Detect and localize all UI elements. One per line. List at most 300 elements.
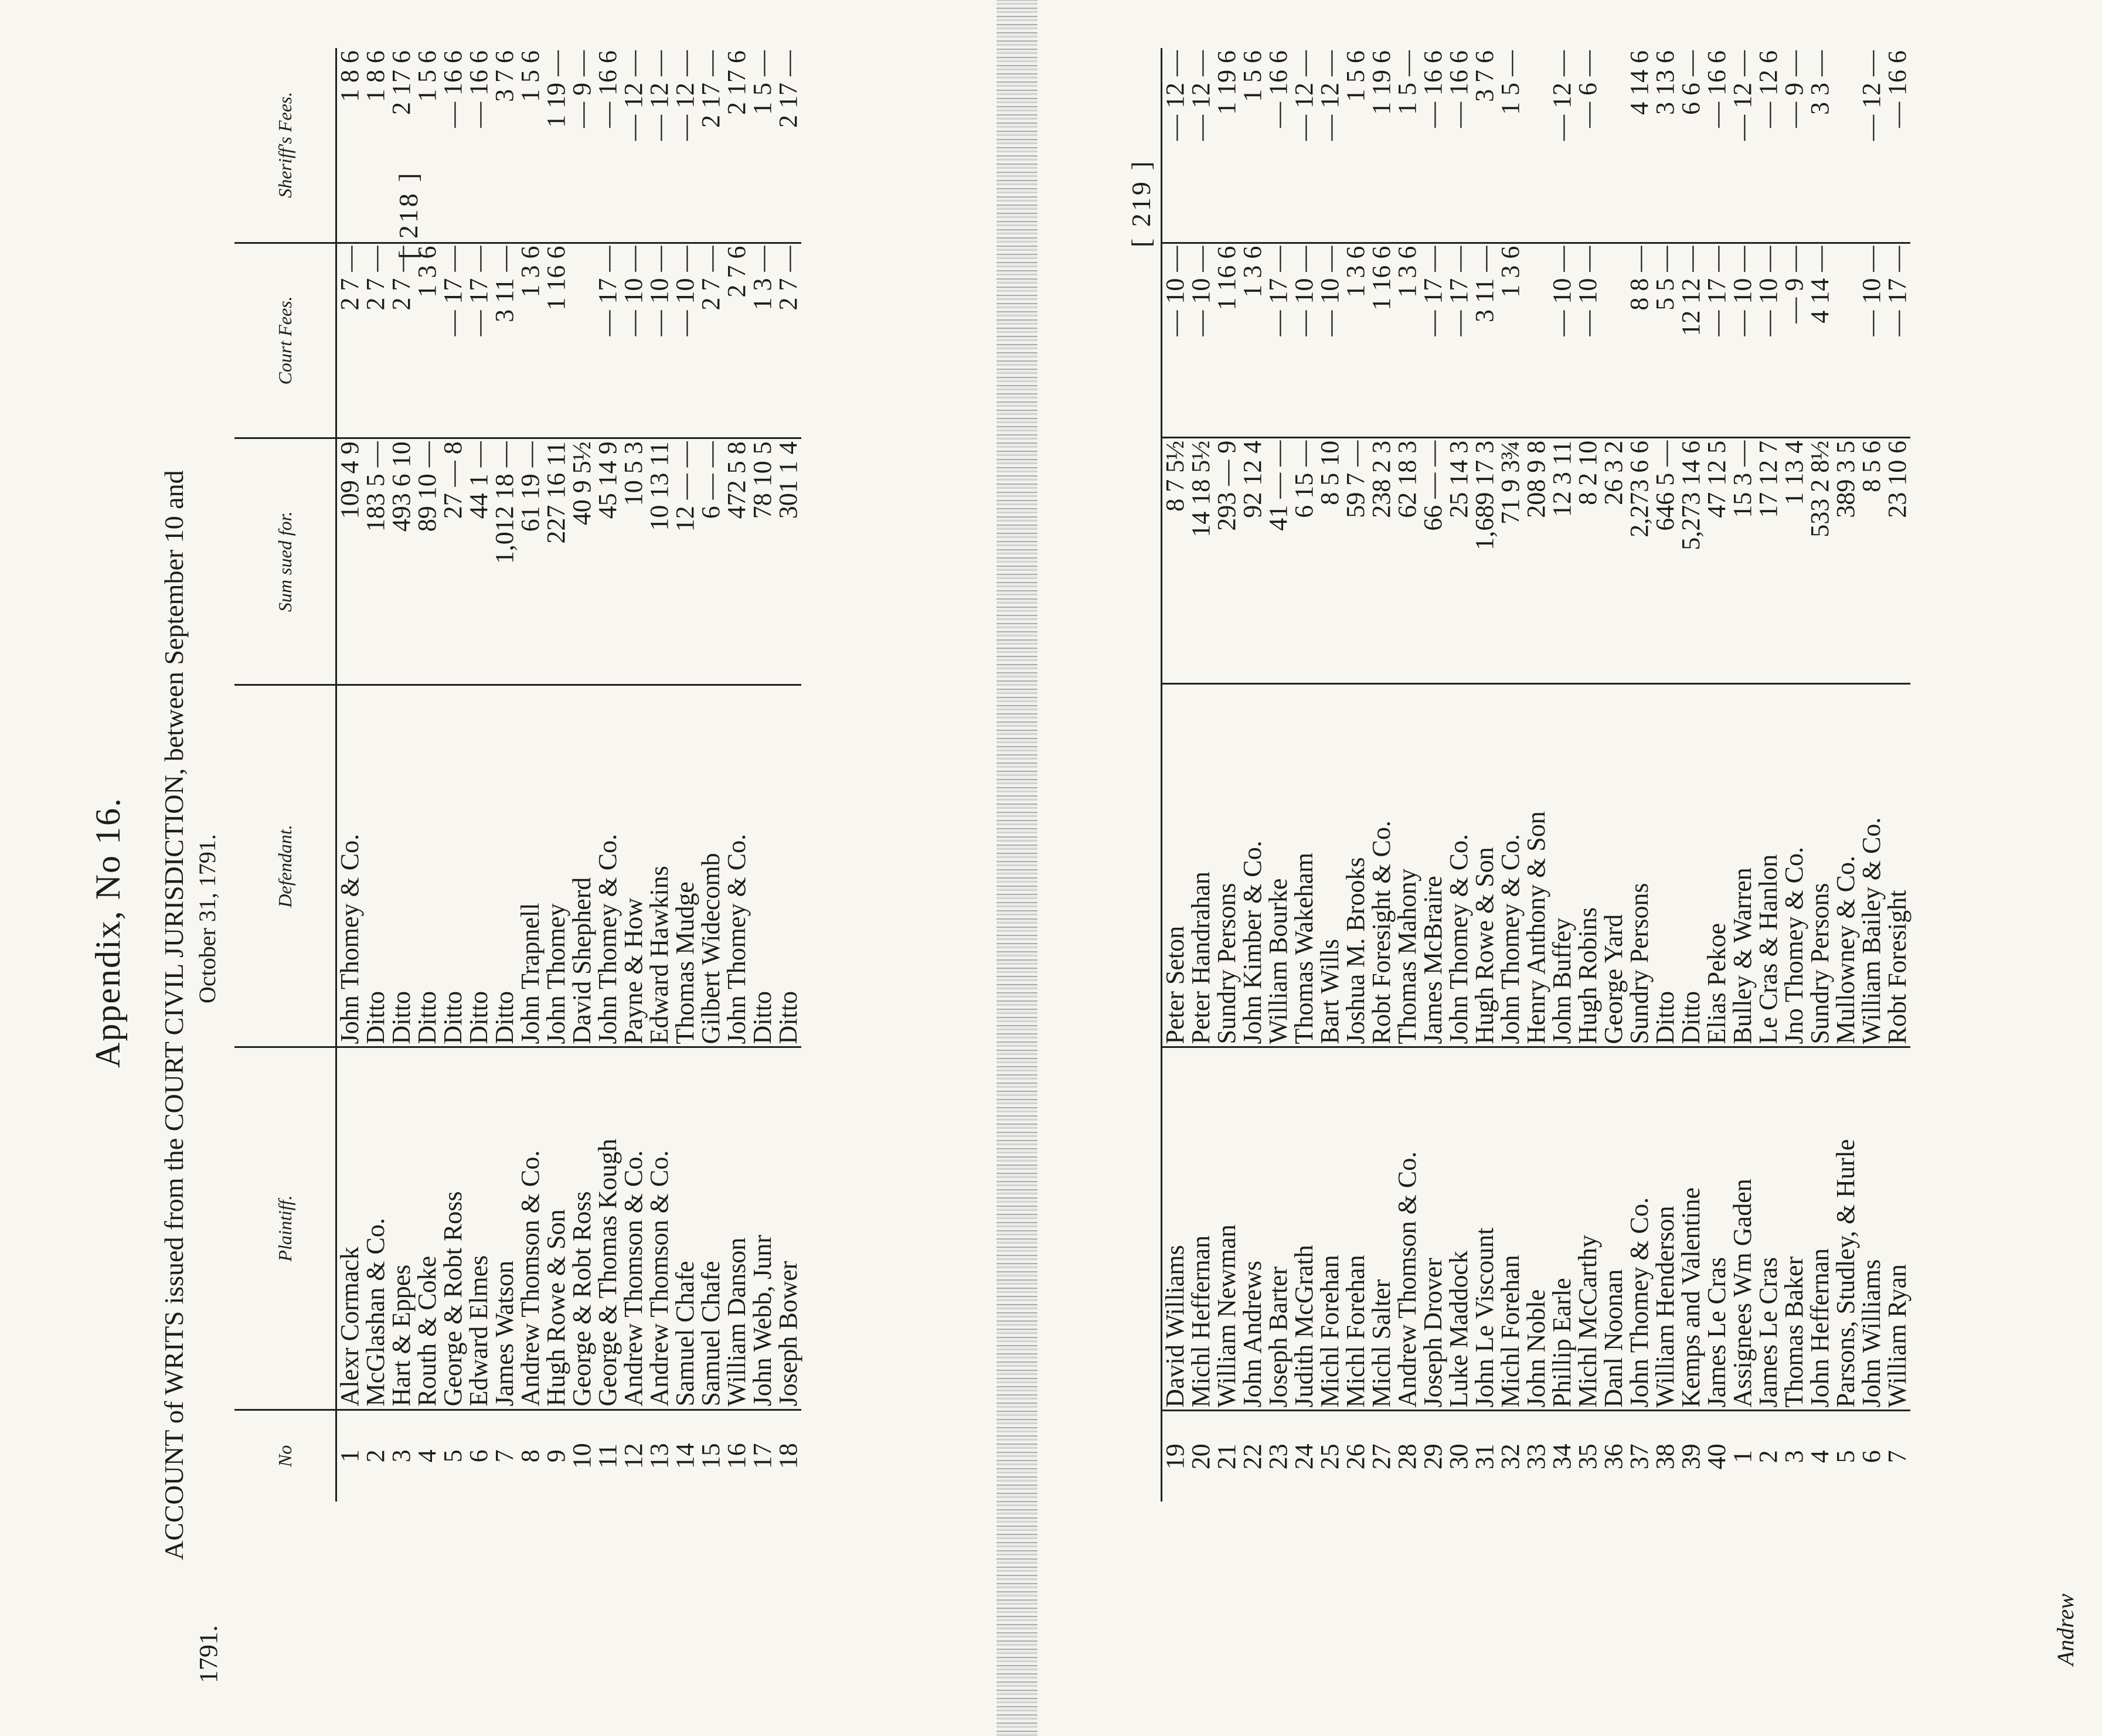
- plaintiff-cell: Routh & Coke: [414, 1047, 440, 1410]
- court-fees-cell: 1 16 6: [1214, 243, 1240, 437]
- sum-sued-cell: 8 2 10: [1575, 437, 1601, 684]
- sheriff-fees-cell: [1523, 48, 1549, 243]
- table-row: [1652, 48, 1678, 1502]
- table-row: [1369, 48, 1394, 1502]
- sum-sued-cell: 8 5 6: [1859, 437, 1885, 684]
- plaintiff-cell: John Williams: [1859, 1047, 1885, 1411]
- sum-sued-cell: 1,689 17 3: [1472, 437, 1498, 684]
- sheriff-fees-cell: — 16 6: [1704, 48, 1730, 243]
- row-number: 13: [645, 1443, 674, 1469]
- sum-sued-cell: 6 15 —: [1291, 437, 1317, 684]
- row-number: 4: [413, 1449, 441, 1463]
- table-row: [1781, 48, 1807, 1502]
- table-row: [1833, 48, 1859, 1502]
- defendant-cell: Peter Handrahan: [1188, 684, 1214, 1047]
- sheriff-fees-cell: — 16 6: [440, 48, 466, 243]
- defendant-cell: John Thomey & Co.: [1498, 684, 1523, 1047]
- table-row: [440, 48, 466, 1502]
- plaintiff-cell: Hart & Eppes: [389, 1047, 414, 1410]
- sum-sued-cell: 25 14 3: [1446, 437, 1472, 684]
- court-fees-cell: [1523, 243, 1549, 437]
- table-row: [621, 48, 647, 1502]
- plaintiff-cell: Thomas Baker: [1781, 1047, 1807, 1411]
- table-row: [1859, 48, 1885, 1502]
- table-row: [698, 48, 724, 1502]
- appendix-title: Appendix, No 16.: [89, 797, 127, 1068]
- table-row: [466, 48, 492, 1502]
- sheriff-fees-cell: 2 17 6: [389, 48, 414, 243]
- row-number: 1: [1728, 1450, 1757, 1463]
- defendant-cell: Ditto: [466, 685, 492, 1047]
- row-number: 1: [335, 1449, 364, 1463]
- defendant-cell: William Bailey & Co.: [1859, 684, 1885, 1047]
- court-fees-cell: [569, 243, 595, 438]
- defendant-cell: William Bourke: [1266, 684, 1291, 1047]
- plaintiff-cell: George & Robt Ross: [440, 1047, 466, 1410]
- table-row: [750, 48, 776, 1502]
- court-fees-cell: 1 3 6: [1240, 243, 1266, 437]
- defendant-cell: Thomas Mahony: [1394, 684, 1420, 1047]
- sheriff-fees-cell: — 16 6: [466, 48, 492, 243]
- row-number: 27: [1367, 1444, 1396, 1470]
- sum-sued-cell: 6 — —: [698, 438, 724, 685]
- defendant-cell: Ditto: [492, 685, 518, 1047]
- court-fees-cell: — 10 —: [1162, 243, 1189, 437]
- row-number: 22: [1238, 1444, 1267, 1470]
- defendant-cell: Bart Wills: [1317, 684, 1343, 1047]
- sum-sued-cell: 12 — —: [672, 438, 698, 685]
- defendant-cell: John Thomey & Co.: [1446, 684, 1472, 1047]
- court-fees-cell: 2 7 —: [336, 243, 363, 438]
- defendant-cell: Thomas Mudge: [672, 685, 698, 1047]
- header-plaintiff: Plaintiff.: [234, 1047, 336, 1410]
- plaintiff-cell: John Thomey & Co.: [1627, 1047, 1652, 1411]
- table-row: [518, 48, 543, 1502]
- plaintiff-cell: Michl Forehan: [1498, 1047, 1523, 1411]
- row-number: 5: [438, 1449, 467, 1463]
- plaintiff-cell: William Newman: [1214, 1047, 1240, 1411]
- sheriff-fees-cell: 4 14 6: [1627, 48, 1652, 243]
- court-fees-cell: — 10 —: [1291, 243, 1317, 437]
- court-fees-cell: — 10 —: [1549, 243, 1575, 437]
- court-fees-cell: — 10 —: [1756, 243, 1781, 437]
- defendant-cell: Jno Thomey & Co.: [1781, 684, 1807, 1047]
- sum-sued-cell: 15 3 —: [1730, 437, 1756, 684]
- plaintiff-cell: Joseph Barter: [1266, 1047, 1291, 1411]
- defendant-cell: Thomas Wakeham: [1291, 684, 1317, 1047]
- court-fees-cell: 2 7 —: [698, 243, 724, 438]
- row-number: 14: [671, 1443, 699, 1469]
- row-number: 7: [1883, 1450, 1911, 1463]
- court-fees-cell: — 17 —: [1885, 243, 1910, 437]
- defendant-cell: Le Cras & Hanlon: [1756, 684, 1781, 1047]
- defendant-cell: John Thomey & Co.: [595, 685, 621, 1047]
- sum-sued-cell: 2,273 6 6: [1627, 437, 1652, 684]
- sum-sued-cell: 8 5 10: [1317, 437, 1343, 684]
- defendant-cell: Gilbert Widecomb: [698, 685, 724, 1047]
- plaintiff-cell: George & Robt Ross: [569, 1047, 595, 1410]
- defendant-cell: Bulley & Warren: [1730, 684, 1756, 1047]
- sheriff-fees-cell: 1 5 6: [1240, 48, 1266, 243]
- table-row: [1807, 48, 1833, 1502]
- court-fees-cell: — 10 —: [621, 243, 647, 438]
- court-fees-cell: 1 16 6: [543, 243, 569, 438]
- table-row: [492, 48, 518, 1502]
- table-row: [1885, 48, 1910, 1502]
- table-row: [1394, 48, 1420, 1502]
- defendant-cell: Ditto: [440, 685, 466, 1047]
- sum-sued-cell: 12 3 11: [1549, 437, 1575, 684]
- sheriff-fees-cell: 1 5 6: [1343, 48, 1369, 243]
- sum-sued-cell: 61 19 —: [518, 438, 543, 685]
- sum-sued-cell: 8 7 5½: [1162, 437, 1189, 684]
- plaintiff-cell: Michl Forehan: [1343, 1047, 1369, 1411]
- plaintiff-cell: John Andrews: [1240, 1047, 1266, 1411]
- court-fees-cell: 5 5 —: [1652, 243, 1678, 437]
- plaintiff-cell: George & Thomas Kough: [595, 1047, 621, 1410]
- page-218: [0, 0, 1008, 1736]
- table-row: [1266, 48, 1291, 1502]
- sheriff-fees-cell: — 12 —: [672, 48, 698, 243]
- sum-sued-cell: 14 18 5½: [1188, 437, 1214, 684]
- table-row: [1627, 48, 1652, 1502]
- sheriff-fees-cell: — 12 —: [621, 48, 647, 243]
- row-number: 8: [516, 1449, 545, 1463]
- sum-sued-cell: 227 16 11: [543, 438, 569, 685]
- table-row: [1446, 48, 1472, 1502]
- row-number: 38: [1651, 1444, 1679, 1470]
- plaintiff-cell: James Watson: [492, 1047, 518, 1410]
- plaintiff-cell: Edward Elmes: [466, 1047, 492, 1410]
- plaintiff-cell: Andrew Thomson & Co.: [647, 1047, 672, 1410]
- plaintiff-cell: John Webb, Junr: [750, 1047, 776, 1410]
- table-row: [1291, 48, 1317, 1502]
- plaintiff-cell: Assignees Wm Gaden: [1730, 1047, 1756, 1411]
- year-label: 1791.: [194, 1625, 223, 1683]
- defendant-cell: Henry Anthony & Son: [1523, 684, 1549, 1047]
- sum-sued-cell: 1,012 18 —: [492, 438, 518, 685]
- sheriff-fees-cell: 1 19 6: [1369, 48, 1394, 243]
- table-row: [776, 48, 801, 1502]
- sheriff-fees-cell: — 16 6: [1885, 48, 1910, 243]
- row-number: 36: [1599, 1444, 1628, 1470]
- table-row: [363, 48, 389, 1502]
- court-fees-cell: 2 7 —: [389, 243, 414, 438]
- row-number: 31: [1470, 1444, 1499, 1470]
- court-fees-cell: 8 8 —: [1627, 243, 1652, 437]
- row-number: 2: [361, 1449, 390, 1463]
- sum-sued-cell: 45 14 9: [595, 438, 621, 685]
- table-row: [672, 48, 698, 1502]
- sheriff-fees-cell: — 12 —: [1730, 48, 1756, 243]
- plaintiff-cell: Michl Salter: [1369, 1047, 1394, 1411]
- sheriff-fees-cell: 1 8 6: [363, 48, 389, 243]
- row-number: 26: [1341, 1444, 1370, 1470]
- sum-sued-cell: 472 5 8: [724, 438, 750, 685]
- plaintiff-cell: Hugh Rowe & Son: [543, 1047, 569, 1410]
- sheriff-fees-cell: 1 5 —: [1498, 48, 1523, 243]
- table-row: [1601, 48, 1627, 1502]
- row-number: 16: [722, 1443, 751, 1469]
- defendant-cell: Ditto: [1678, 684, 1704, 1047]
- defendant-cell: Peter Seton: [1162, 684, 1189, 1047]
- court-fees-cell: — 17 —: [1446, 243, 1472, 437]
- plaintiff-cell: John Heffernan: [1807, 1047, 1833, 1411]
- plaintiff-cell: John Le Viscount: [1472, 1047, 1498, 1411]
- plaintiff-cell: David Williams: [1162, 1047, 1189, 1411]
- defendant-cell: Sundry Persons: [1627, 684, 1652, 1047]
- court-fees-cell: — 17 —: [1266, 243, 1291, 437]
- court-fees-cell: — 10 —: [672, 243, 698, 438]
- header-defendant: Defendant.: [234, 685, 336, 1047]
- sheriff-fees-cell: 3 7 6: [1472, 48, 1498, 243]
- defendant-cell: John Kimber & Co.: [1240, 684, 1266, 1047]
- plaintiff-cell: Luke Maddock: [1446, 1047, 1472, 1411]
- row-number: 10: [567, 1443, 596, 1469]
- sum-sued-cell: 109 4 9: [336, 438, 363, 685]
- sheriff-fees-cell: — 12 —: [1291, 48, 1317, 243]
- row-number: 23: [1264, 1444, 1293, 1470]
- sum-sued-cell: 238 2 3: [1369, 437, 1394, 684]
- defendant-cell: Ditto: [776, 685, 801, 1047]
- sheriff-fees-cell: — 12 —: [1188, 48, 1214, 243]
- court-fees-cell: — 17 —: [1704, 243, 1730, 437]
- sum-sued-cell: 66 — —: [1420, 437, 1446, 684]
- row-number: 7: [490, 1449, 519, 1463]
- plaintiff-cell: Kemps and Valentine: [1678, 1047, 1704, 1411]
- defendant-cell: John Thomey: [543, 685, 569, 1047]
- table-row: [336, 48, 363, 1502]
- sheriff-fees-cell: — 9 —: [1781, 48, 1807, 243]
- court-fees-cell: — 10 —: [1317, 243, 1343, 437]
- page-number-218: [ 218 ]: [393, 171, 423, 259]
- sheriff-fees-cell: — 9 —: [569, 48, 595, 243]
- sheriff-fees-cell: — 16 6: [1420, 48, 1446, 243]
- table-row: [647, 48, 672, 1502]
- sum-sued-cell: 44 1 —: [466, 438, 492, 685]
- row-number: 30: [1444, 1444, 1473, 1470]
- sum-sued-cell: 17 12 7: [1756, 437, 1781, 684]
- court-fees-cell: 2 7 —: [776, 243, 801, 438]
- sheriff-fees-cell: — 16 6: [1446, 48, 1472, 243]
- sheriff-fees-cell: — 12 —: [1162, 48, 1189, 243]
- row-number: 28: [1393, 1444, 1421, 1470]
- sheriff-fees-cell: 1 5 6: [414, 48, 440, 243]
- row-number: 21: [1212, 1444, 1241, 1470]
- court-fees-cell: 1 3 6: [1394, 243, 1420, 437]
- table-row: [724, 48, 750, 1502]
- table-row: [1420, 48, 1446, 1502]
- sheriff-fees-cell: — 16 6: [1266, 48, 1291, 243]
- plaintiff-cell: John Noble: [1523, 1047, 1549, 1411]
- sheriff-fees-cell: — 12 6: [1756, 48, 1781, 243]
- sheriff-fees-cell: — 12 —: [1859, 48, 1885, 243]
- sum-sued-cell: 40 9 5½: [569, 438, 595, 685]
- defendant-cell: Ditto: [750, 685, 776, 1047]
- plaintiff-cell: William Ryan: [1885, 1047, 1910, 1411]
- table-row: [1756, 48, 1781, 1502]
- sum-sued-cell: 27 — 8: [440, 438, 466, 685]
- table-row: [1498, 48, 1523, 1502]
- sheriff-fees-cell: — 12 —: [1317, 48, 1343, 243]
- sheriff-fees-cell: — 12 —: [1549, 48, 1575, 243]
- court-fees-cell: [1601, 243, 1627, 437]
- court-fees-cell: 2 7 —: [363, 243, 389, 438]
- plaintiff-cell: Danl Noonan: [1601, 1047, 1627, 1411]
- plaintiff-cell: Alexr Cormack: [336, 1047, 363, 1410]
- court-fees-cell: [1833, 243, 1859, 437]
- table-row: [1575, 48, 1601, 1502]
- sheriff-fees-cell: 1 19 —: [543, 48, 569, 243]
- table-row: [1188, 48, 1214, 1502]
- plaintiff-cell: Phillip Earle: [1549, 1047, 1575, 1411]
- sum-sued-cell: 5,273 14 6: [1678, 437, 1704, 684]
- court-fees-cell: — 17 —: [1420, 243, 1446, 437]
- row-number: 32: [1496, 1444, 1525, 1470]
- plaintiff-cell: Judith McGrath: [1291, 1047, 1317, 1411]
- row-number: 3: [1780, 1450, 1808, 1463]
- defendant-cell: David Shepherd: [569, 685, 595, 1047]
- account-subtitle-line2: October 31, 1791.: [194, 834, 220, 1003]
- defendant-cell: Robt Foresight & Co.: [1369, 684, 1394, 1047]
- writs-table-left: [234, 48, 801, 1502]
- row-number: 3: [387, 1449, 416, 1463]
- plaintiff-cell: Andrew Thomson & Co.: [1394, 1047, 1420, 1411]
- row-number: 5: [1831, 1450, 1860, 1463]
- sheriff-fees-cell: 3 7 6: [492, 48, 518, 243]
- court-fees-cell: — 10 —: [1188, 243, 1214, 437]
- court-fees-cell: 4 14 —: [1807, 243, 1833, 437]
- header-sheriff-fees: Sheriff's Fees.: [234, 48, 336, 243]
- plaintiff-cell: Joseph Drover: [1420, 1047, 1446, 1411]
- court-fees-cell: — 10 —: [1730, 243, 1756, 437]
- court-fees-cell: 1 3 6: [1343, 243, 1369, 437]
- row-number: 33: [1522, 1444, 1550, 1470]
- row-number: 12: [619, 1443, 648, 1469]
- row-number: 6: [464, 1449, 493, 1463]
- sum-sued-cell: 47 12 5: [1704, 437, 1730, 684]
- row-number: 37: [1625, 1444, 1654, 1470]
- sheriff-fees-cell: — 12 —: [647, 48, 672, 243]
- row-number: 35: [1573, 1444, 1602, 1470]
- sum-sued-cell: 183 5 —: [363, 438, 389, 685]
- defendant-cell: Elias Pekoe: [1704, 684, 1730, 1047]
- row-number: 20: [1186, 1444, 1215, 1470]
- sum-sued-cell: 41 — —: [1266, 437, 1291, 684]
- header-court-fees: Court Fees.: [234, 243, 336, 438]
- court-fees-cell: — 9 —: [1781, 243, 1807, 437]
- row-number: 34: [1547, 1444, 1576, 1470]
- sheriff-fees-cell: 3 13 6: [1652, 48, 1678, 243]
- sheriff-fees-cell: 1 5 —: [750, 48, 776, 243]
- defendant-cell: Hugh Robins: [1575, 684, 1601, 1047]
- sum-sued-cell: 208 9 8: [1523, 437, 1549, 684]
- sheriff-fees-cell: 2 17 —: [698, 48, 724, 243]
- page-219: [1008, 0, 2102, 1736]
- sum-sued-cell: 26 3 2: [1601, 437, 1627, 684]
- sum-sued-cell: 10 13 11: [647, 438, 672, 685]
- court-fees-cell: — 17 —: [466, 243, 492, 438]
- sum-sued-cell: 71 9 3¾: [1498, 437, 1523, 684]
- header-sum: Sum sued for.: [234, 438, 336, 685]
- court-fees-cell: — 17 —: [595, 243, 621, 438]
- row-number: 11: [593, 1444, 622, 1469]
- plaintiff-cell: Andrew Thomson & Co.: [621, 1047, 647, 1410]
- sheriff-fees-cell: 1 5 —: [1394, 48, 1420, 243]
- sum-sued-cell: 301 1 4: [776, 438, 801, 685]
- court-fees-cell: 2 7 6: [724, 243, 750, 438]
- sheriff-fees-cell: 2 17 6: [724, 48, 750, 243]
- plaintiff-cell: William Danson: [724, 1047, 750, 1410]
- plaintiff-cell: Andrew Thomson & Co.: [518, 1047, 543, 1410]
- row-number: 39: [1676, 1444, 1705, 1470]
- plaintiff-cell: Michl Heffernan: [1188, 1047, 1214, 1411]
- row-number: 24: [1290, 1444, 1318, 1470]
- court-fees-cell: 1 3 6: [414, 243, 440, 438]
- row-number: 9: [542, 1449, 570, 1463]
- plaintiff-cell: James Le Cras: [1756, 1047, 1781, 1411]
- sheriff-fees-cell: — 16 6: [595, 48, 621, 243]
- header-no: No: [234, 1410, 336, 1502]
- court-fees-cell: 1 3 6: [518, 243, 543, 438]
- sum-sued-cell: 646 5 —: [1652, 437, 1678, 684]
- account-subtitle: ACCOUNT of WRITS issued from the COURT CIVIL JURISDICTION, between September 10 and: [159, 470, 189, 1560]
- defendant-cell: John Buffey: [1549, 684, 1575, 1047]
- plaintiff-cell: McGlashan & Co.: [363, 1047, 389, 1410]
- sum-sued-cell: 293 — 9: [1214, 437, 1240, 684]
- row-number: 40: [1702, 1444, 1731, 1470]
- table-row: [1549, 48, 1575, 1502]
- sum-sued-cell: 78 10 5: [750, 438, 776, 685]
- court-fees-cell: 3 11 —: [1472, 243, 1498, 437]
- defendant-cell: Sundry Persons: [1214, 684, 1240, 1047]
- row-number: 2: [1754, 1450, 1783, 1463]
- sum-sued-cell: 62 18 3: [1394, 437, 1420, 684]
- table-row: [1730, 48, 1756, 1502]
- sum-sued-cell: 389 3 5: [1833, 437, 1859, 684]
- plaintiff-cell: Samuel Chafe: [698, 1047, 724, 1410]
- sum-sued-cell: 89 10 —: [414, 438, 440, 685]
- court-fees-cell: — 10 —: [1859, 243, 1885, 437]
- sheriff-fees-cell: 6 6 —: [1678, 48, 1704, 243]
- defendant-cell: Hugh Rowe & Son: [1472, 684, 1498, 1047]
- court-fees-cell: 1 16 6: [1369, 243, 1394, 437]
- writs-table-right: [1161, 48, 1910, 1502]
- court-fees-cell: 1 3 —: [750, 243, 776, 438]
- row-number: 18: [774, 1443, 802, 1469]
- table-row: [1472, 48, 1498, 1502]
- court-fees-cell: 1 3 6: [1498, 243, 1523, 437]
- catchword: Andrew: [2052, 1594, 2079, 1666]
- court-fees-cell: — 17 —: [440, 243, 466, 438]
- court-fees-cell: 12 12 —: [1678, 243, 1704, 437]
- table-row: [1704, 48, 1730, 1502]
- court-fees-cell: — 10 —: [1575, 243, 1601, 437]
- table-row: [1162, 48, 1189, 1502]
- court-fees-cell: — 10 —: [647, 243, 672, 438]
- plaintiff-cell: Joseph Bower: [776, 1047, 801, 1410]
- row-number: 25: [1315, 1444, 1344, 1470]
- table-row: [1678, 48, 1704, 1502]
- table-row: [389, 48, 414, 1502]
- table-row: [414, 48, 440, 1502]
- defendant-cell: John Thomey & Co.: [724, 685, 750, 1047]
- table-row: [1317, 48, 1343, 1502]
- row-number: 17: [748, 1443, 777, 1469]
- sheriff-fees-cell: 1 5 6: [518, 48, 543, 243]
- table-row: [569, 48, 595, 1502]
- sheriff-fees-cell: [1601, 48, 1627, 243]
